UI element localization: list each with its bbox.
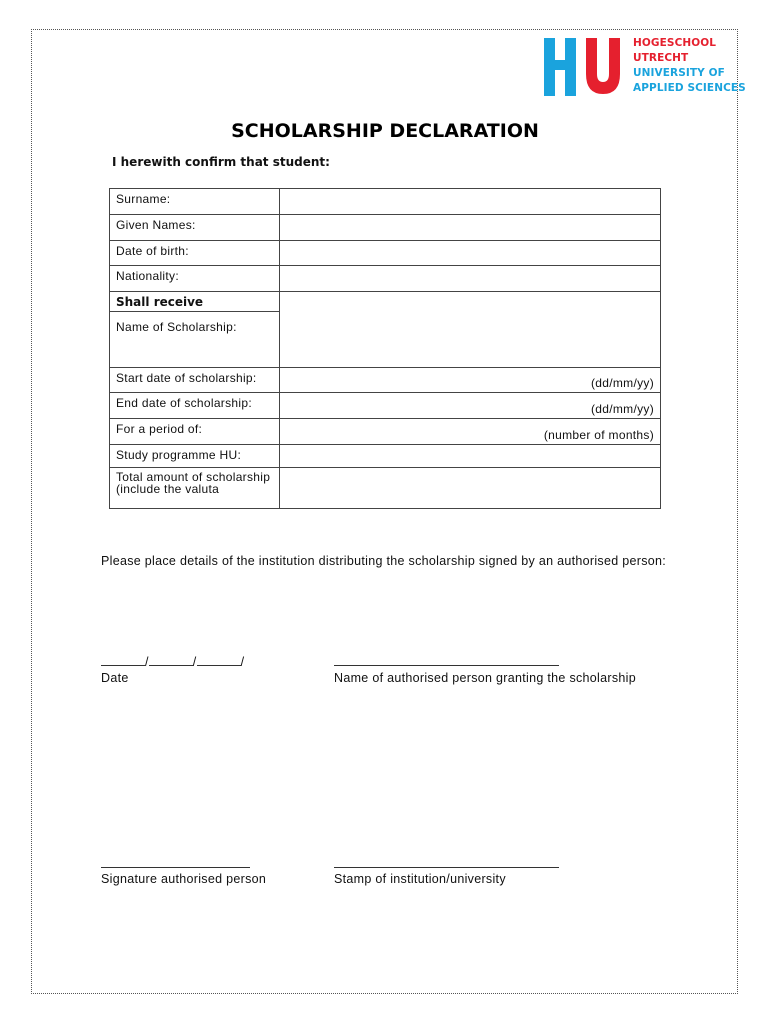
total-amount-label: Total amount of scholarship (include the valuta	[110, 468, 280, 509]
surname-field[interactable]	[280, 189, 661, 215]
logo-line-4: APPLIED SCIENCES	[633, 82, 746, 94]
scholarship-name-field[interactable]	[280, 292, 661, 368]
period-label: For a period of:	[110, 419, 280, 445]
intro-text: I herewith confirm that student:	[112, 155, 330, 169]
given-names-field[interactable]	[280, 215, 661, 241]
date-caption: Date	[101, 671, 129, 685]
date-separator-3: /	[240, 655, 245, 669]
authorised-name-caption: Name of authorised person granting the scholarship	[334, 671, 636, 685]
hu-logo	[544, 36, 746, 98]
given-names-label: Given Names:	[110, 215, 280, 241]
period-hint: (number of months)	[543, 428, 654, 442]
end-date-field[interactable]	[280, 393, 661, 419]
date-of-birth-field[interactable]	[280, 241, 661, 266]
start-date-label: Start date of scholarship:	[110, 368, 280, 393]
signature-line[interactable]	[101, 867, 250, 868]
page-title: SCHOLARSHIP DECLARATION	[231, 120, 539, 142]
nationality-label: Nationality:	[110, 266, 280, 292]
nationality-field[interactable]	[280, 266, 661, 292]
logo-line-2: UTRECHT	[633, 52, 689, 64]
end-date-label: End date of scholarship:	[110, 393, 280, 419]
instruction-text: Please place details of the institution distributing the scholarship signed by an authorised person:	[101, 554, 667, 568]
shall-receive-label: Shall receive	[110, 292, 280, 312]
study-programme-label: Study programme HU:	[110, 445, 280, 468]
stamp-caption: Stamp of institution/university	[334, 872, 506, 886]
student-details-table	[109, 188, 661, 509]
study-programme-field[interactable]	[280, 445, 661, 468]
period-field[interactable]	[280, 419, 661, 445]
logo-line-1: HOGESCHOOL	[633, 37, 717, 49]
date-separator-2: /	[192, 655, 197, 669]
total-amount-field[interactable]	[280, 468, 661, 509]
page-border	[31, 29, 738, 994]
date-input-line[interactable]	[101, 652, 244, 669]
authorised-name-line[interactable]	[334, 665, 559, 666]
end-date-hint: (dd/mm/yy)	[591, 402, 654, 416]
signature-caption: Signature authorised person	[101, 872, 267, 886]
start-date-field[interactable]	[280, 368, 661, 393]
hu-logo-mark-icon	[544, 36, 626, 98]
surname-label: Surname:	[110, 189, 280, 215]
hu-logo-text	[633, 36, 746, 96]
scholarship-name-label: Name of Scholarship:	[110, 312, 280, 368]
start-date-hint: (dd/mm/yy)	[591, 376, 654, 390]
logo-line-3: UNIVERSITY OF	[633, 67, 725, 79]
stamp-line[interactable]	[334, 867, 559, 868]
date-separator-1: /	[145, 655, 149, 669]
date-of-birth-label: Date of birth:	[110, 241, 280, 266]
